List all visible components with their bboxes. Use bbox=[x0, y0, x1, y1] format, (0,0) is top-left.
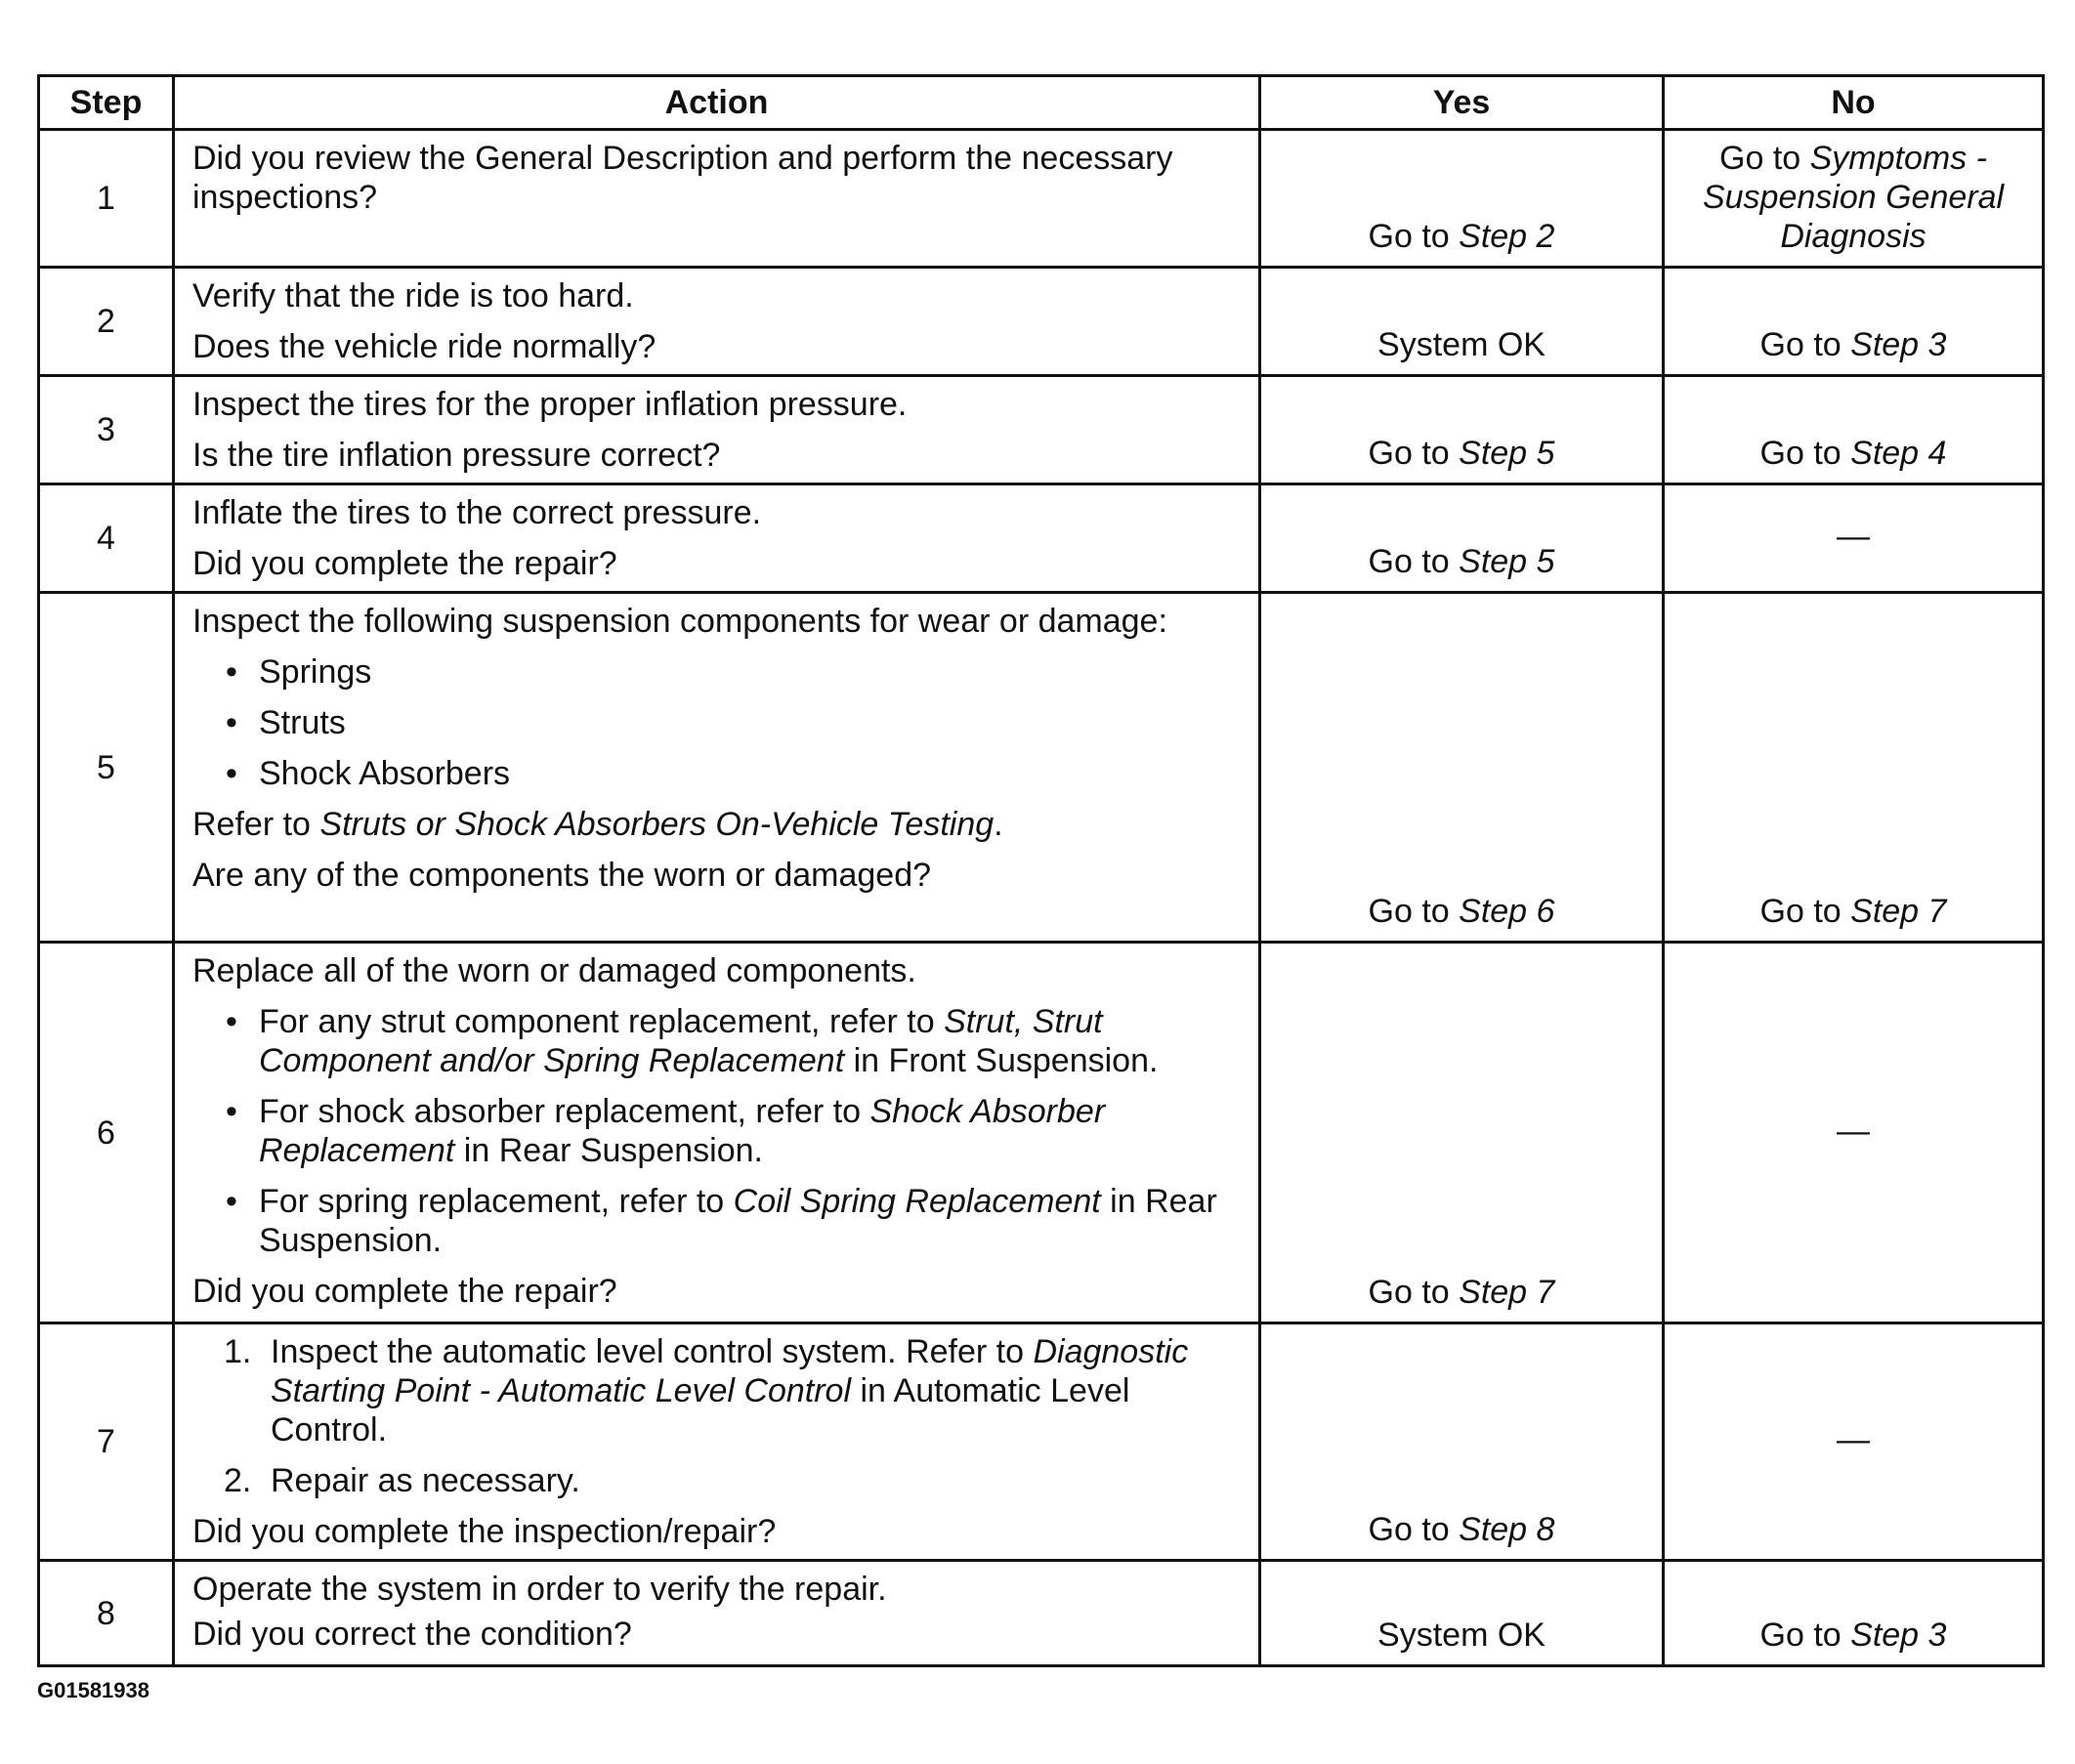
no-reference-link[interactable]: Symptoms - Suspension General Diagnosis bbox=[1702, 140, 2005, 255]
yes-step-link[interactable]: Step 8 bbox=[1459, 1511, 1555, 1548]
refer-prefix: Refer to bbox=[192, 806, 320, 843]
action-cell bbox=[174, 593, 1260, 943]
yes-prefix: Go to bbox=[1368, 1511, 1460, 1548]
table-row bbox=[39, 943, 2044, 1323]
no-cell bbox=[1664, 268, 2044, 376]
list-item bbox=[192, 1182, 1241, 1260]
action-cell bbox=[174, 484, 1260, 593]
table-row bbox=[39, 484, 2044, 593]
no-dash: — bbox=[1837, 518, 1870, 555]
reference-link[interactable]: Coil Spring Replacement bbox=[733, 1183, 1101, 1220]
refer-link[interactable]: Struts or Shock Absorbers On-Vehicle Testing bbox=[319, 806, 995, 843]
reference-link[interactable]: Shock Absorber Replacement bbox=[259, 1093, 1106, 1169]
yes-text: System OK bbox=[1377, 326, 1546, 363]
no-cell bbox=[1664, 593, 2044, 943]
action-text: Replace all of the worn or damaged components. bbox=[192, 952, 916, 989]
bullet-prefix: For shock absorber replacement, refer to bbox=[259, 1093, 870, 1130]
step-number: 1 bbox=[39, 130, 174, 268]
bullet-suffix: in Rear Suspension. bbox=[454, 1132, 763, 1169]
yes-cell bbox=[1260, 1561, 1664, 1666]
item-prefix: Inspect the automatic level control system. Refer to bbox=[271, 1333, 1034, 1370]
step-number: 5 bbox=[39, 593, 174, 943]
action-question: Did you complete the repair? bbox=[192, 1273, 617, 1310]
yes-cell bbox=[1260, 484, 1664, 593]
yes-step-link[interactable]: Step 2 bbox=[1459, 218, 1555, 255]
action-cell bbox=[174, 943, 1260, 1323]
list-item bbox=[192, 1002, 1241, 1080]
no-cell bbox=[1664, 1323, 2044, 1561]
bullet-prefix: For spring replacement, refer to bbox=[259, 1183, 734, 1220]
no-step-link[interactable]: Step 7 bbox=[1850, 893, 1947, 930]
yes-prefix: Go to bbox=[1368, 218, 1460, 255]
no-dash: — bbox=[1837, 1421, 1870, 1458]
yes-cell bbox=[1260, 268, 1664, 376]
no-dash: — bbox=[1837, 1112, 1870, 1150]
step-number: 2 bbox=[39, 268, 174, 376]
item-suffix: in Automatic Level Control. bbox=[271, 1372, 1130, 1449]
replacement-list bbox=[192, 1002, 1241, 1260]
no-cell bbox=[1664, 130, 2044, 268]
yes-cell bbox=[1260, 376, 1664, 484]
bullet-suffix: in Rear Suspension. bbox=[259, 1183, 1217, 1259]
action-text: Verify that the ride is too hard. bbox=[192, 277, 634, 315]
list-item bbox=[192, 1092, 1241, 1170]
bullet-prefix: For any strut component replacement, refer to bbox=[259, 1003, 945, 1040]
action-question: Is the tire inflation pressure correct? bbox=[192, 437, 721, 474]
no-step-link[interactable]: Step 3 bbox=[1850, 326, 1947, 363]
no-prefix: Go to bbox=[1759, 1617, 1851, 1654]
list-item bbox=[192, 1461, 1241, 1500]
list-item: • Struts bbox=[192, 703, 1241, 742]
no-cell bbox=[1664, 943, 2044, 1323]
yes-prefix: Go to bbox=[1368, 893, 1460, 930]
table-row bbox=[39, 376, 2044, 484]
header-step: Step bbox=[39, 76, 174, 130]
action-question: Are any of the components the worn or damaged? bbox=[192, 857, 932, 894]
yes-prefix: Go to bbox=[1368, 1274, 1460, 1311]
yes-prefix: Go to bbox=[1368, 435, 1460, 472]
action-text: Inspect the tires for the proper inflation pressure. bbox=[192, 386, 908, 423]
action-text: Inflate the tires to the correct pressure. bbox=[192, 494, 762, 531]
figure-id: G01581938 bbox=[37, 1678, 149, 1702]
table-row bbox=[39, 593, 2044, 943]
table-row bbox=[39, 268, 2044, 376]
header-row bbox=[39, 76, 2044, 130]
no-cell bbox=[1664, 376, 2044, 484]
reference-link[interactable]: Diagnostic Starting Point - Automatic Level Control bbox=[271, 1333, 1189, 1409]
item-number: 1. bbox=[224, 1333, 252, 1370]
action-question: Did you correct the condition? bbox=[192, 1616, 632, 1653]
no-cell bbox=[1664, 484, 2044, 593]
action-cell bbox=[174, 130, 1260, 268]
header-yes: Yes bbox=[1260, 76, 1664, 130]
step-number: 3 bbox=[39, 376, 174, 484]
action-text: Did you review the General Description and perform the necessary inspections? bbox=[192, 140, 1173, 216]
yes-text: System OK bbox=[1377, 1617, 1546, 1654]
table-row bbox=[39, 1323, 2044, 1561]
step-number: 6 bbox=[39, 943, 174, 1323]
no-prefix: Go to bbox=[1719, 140, 1810, 177]
yes-step-link[interactable]: Step 5 bbox=[1459, 543, 1555, 580]
no-cell bbox=[1664, 1561, 2044, 1666]
table-row bbox=[39, 130, 2044, 268]
header-action: Action bbox=[174, 76, 1260, 130]
no-step-link[interactable]: Step 4 bbox=[1850, 435, 1947, 472]
no-prefix: Go to bbox=[1759, 326, 1851, 363]
refer-suffix: . bbox=[994, 806, 1003, 843]
yes-prefix: Go to bbox=[1368, 543, 1460, 580]
action-question: Did you complete the repair? bbox=[192, 545, 617, 582]
yes-cell bbox=[1260, 1323, 1664, 1561]
yes-cell bbox=[1260, 943, 1664, 1323]
table-row bbox=[39, 1561, 2044, 1666]
action-cell bbox=[174, 1323, 1260, 1561]
action-question: Did you complete the inspection/repair? bbox=[192, 1513, 777, 1550]
component-list bbox=[192, 652, 1241, 793]
list-item: • Shock Absorbers bbox=[192, 754, 1241, 793]
yes-cell bbox=[1260, 130, 1664, 268]
no-step-link[interactable]: Step 3 bbox=[1850, 1617, 1947, 1654]
action-cell bbox=[174, 376, 1260, 484]
no-prefix: Go to bbox=[1759, 435, 1851, 472]
action-question: Does the vehicle ride normally? bbox=[192, 328, 656, 365]
action-cell bbox=[174, 1561, 1260, 1666]
yes-step-link[interactable]: Step 6 bbox=[1459, 893, 1555, 930]
step-number: 4 bbox=[39, 484, 174, 593]
step-number: 8 bbox=[39, 1561, 174, 1666]
refer-text bbox=[192, 805, 1241, 844]
diagnostic-table bbox=[37, 74, 2045, 1667]
yes-cell bbox=[1260, 593, 1664, 943]
procedure-list bbox=[192, 1332, 1241, 1500]
action-cell bbox=[174, 268, 1260, 376]
action-text: Inspect the following suspension components for wear or damage: bbox=[192, 603, 1167, 640]
no-prefix: Go to bbox=[1759, 893, 1851, 930]
reference-link[interactable]: Strut, Strut Component and/or Spring Replacement bbox=[259, 1003, 1103, 1079]
header-no: No bbox=[1664, 76, 2044, 130]
yes-step-link[interactable]: Step 5 bbox=[1459, 435, 1555, 472]
list-item: • Springs bbox=[192, 652, 1241, 692]
yes-step-link[interactable]: Step 7 bbox=[1459, 1274, 1555, 1311]
step-number: 7 bbox=[39, 1323, 174, 1561]
bullet-suffix: in Front Suspension. bbox=[844, 1042, 1159, 1079]
item-number: 2. bbox=[224, 1462, 252, 1499]
action-text: Operate the system in order to verify the repair. bbox=[192, 1571, 887, 1608]
list-item bbox=[192, 1332, 1241, 1449]
item-text: Repair as necessary. bbox=[271, 1462, 580, 1499]
